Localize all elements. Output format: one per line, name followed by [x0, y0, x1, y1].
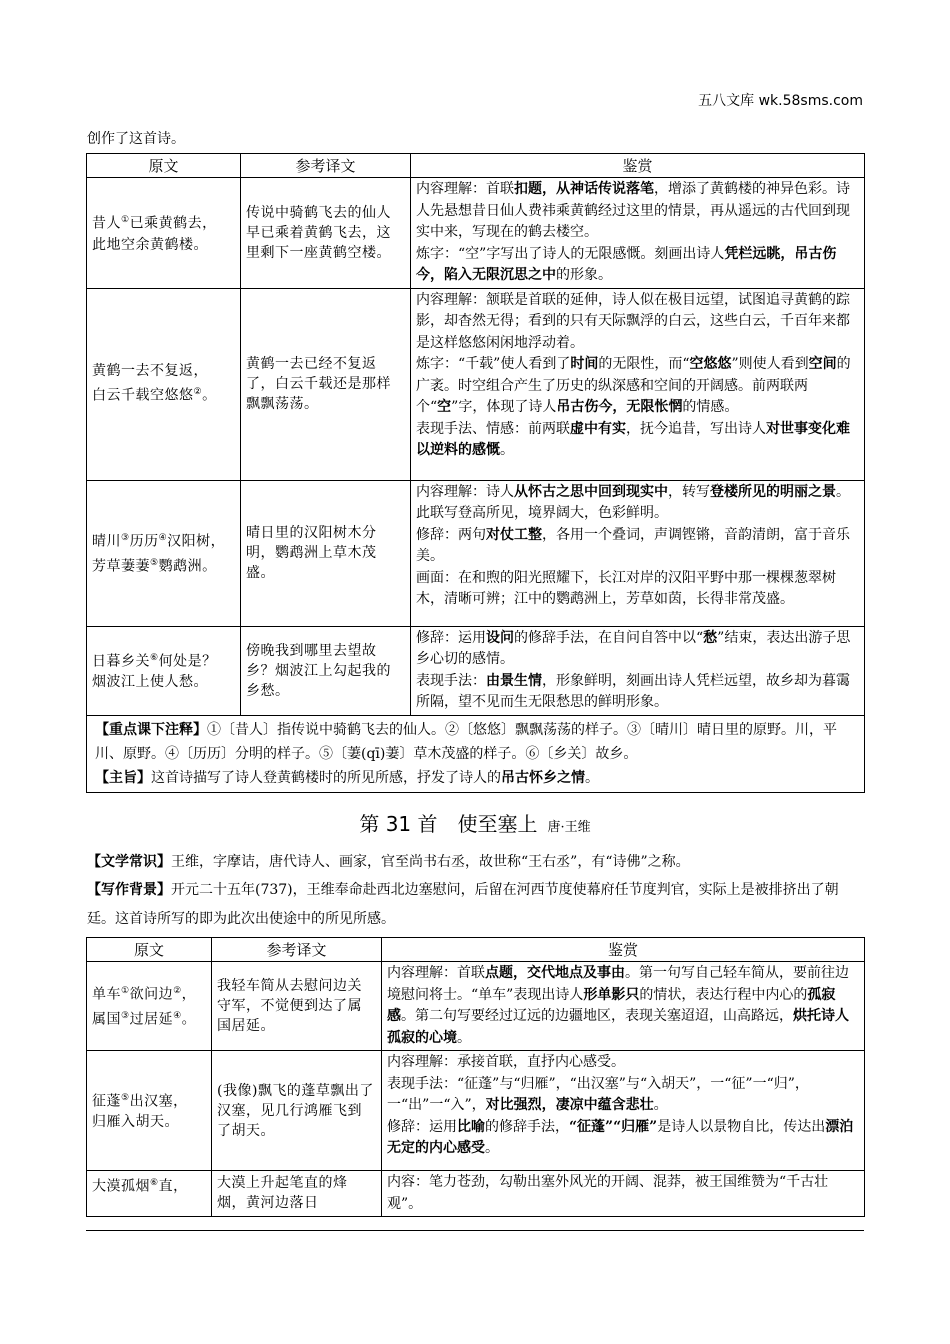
appreciation-paragraph: [387, 1052, 859, 1074]
poem30-table: [86, 153, 865, 793]
appreciation-text: ”结束，表达出游子思乡心切的感情。: [416, 629, 851, 667]
key-phrase: 比喻: [457, 1118, 485, 1135]
table-header-row: [87, 154, 865, 178]
table-row: [87, 1051, 865, 1171]
appreciation-text: 运用: [458, 629, 486, 646]
key-phrase: “征蓬”“归雁”: [569, 1118, 658, 1135]
table-row: [87, 962, 865, 1051]
appreciation-text: ，抚今追昔，写出诗人: [626, 420, 766, 437]
col-jianshang: 鉴赏: [382, 938, 865, 962]
jianshang-cell: [382, 1051, 865, 1171]
appreciation-text: 。第一句写自己轻车简从，要前往边境慰问将士。“单车”表现出诗人: [387, 965, 849, 1003]
key-phrase: 虚中有实: [570, 420, 626, 437]
key-phrase: 对世事变化难以逆料的感慨: [416, 420, 850, 458]
appreciation-text: 笔力苍劲，勾勒出塞外风光的开阔、混莽，被王国维赞为“千古壮观”。: [387, 1174, 829, 1212]
appreciation-text: “千载”使人看到了: [458, 356, 571, 372]
key-phrase: 从怀古之思中回到现实中: [514, 483, 668, 500]
appreciation-paragraph: [387, 1074, 859, 1117]
notes-label: 【重点课下注释】: [95, 721, 207, 738]
appreciation-label: 修辞：: [416, 629, 458, 646]
col-yiwen: 参考译文: [212, 938, 382, 962]
yuanwen-cell: 单车①欲问边②， 属国③过居延④。: [87, 962, 212, 1051]
appreciation-text: 颔联是首联的延伸，诗人似在极目远望，试图追寻黄鹤的踪影，却杳然无得；看到的只有天际飘浮的白云，这些白云，千百年来都是这样悠悠闲闲地浮动着。: [416, 291, 850, 351]
appreciation-paragraph: [416, 525, 859, 568]
key-phrase: 形单影只: [583, 986, 640, 1003]
yiwen-cell: 傍晚我到哪里去望故乡？烟波江上勾起我的乡愁。: [241, 626, 411, 715]
appreciation-label: 表现手法：: [416, 672, 486, 689]
notes-row: [87, 715, 865, 792]
appreciation-text: ，增添了黄鹤楼的神异色彩。诗人先悬想昔日仙人费祎乘黄鹤经过这里的情景，再从遥远的古代回到现实中来，写现在的鹤去楼空。: [416, 181, 850, 240]
appreciation-text: 两句: [458, 526, 486, 543]
appreciation-text: ，形象鲜明，刻画出诗人凭栏远望，故乡却为暮霭所隔，望不见而生无限愁思的鲜明形象。: [416, 672, 850, 710]
literature-note: 【文学常识】王维，字摩诘，唐代诗人、画家，官至尚书右丞，故世称“王右丞”，有“诗佛”之称。: [87, 854, 690, 870]
key-phrase: 对比强烈，凄凉中蕴含悲壮: [485, 1097, 654, 1113]
appreciation-text: 的形象。: [556, 267, 612, 283]
jianshang-cell: [411, 288, 865, 480]
appreciation-paragraph: [387, 1117, 859, 1160]
poem31-title: 第 31 首 使至塞上 唐·王维: [359, 812, 591, 836]
key-phrase: 烘托诗人孤寂的心境: [387, 1008, 849, 1046]
table-row: [87, 626, 865, 715]
appreciation-text: 诗人: [486, 483, 514, 500]
col-yiwen: 参考译文: [241, 154, 411, 178]
appreciation-paragraph: [387, 963, 859, 1049]
appreciation-text: 承接首联，直抒内心感受。: [457, 1054, 625, 1070]
appreciation-text: “征蓬”与“归雁”，“出汉塞”与“入胡天”，一“征”一“归”，一“出”一“入”，: [387, 1075, 809, 1113]
appreciation-text: 的情状，表达行程中内心的: [639, 986, 808, 1003]
key-phrase: 吊古伤今，无限怅惘: [556, 399, 683, 415]
yiwen-cell: 晴日里的汉阳树木分明，鹦鹉洲上草木茂盛。: [241, 480, 411, 626]
col-jianshang: 鉴赏: [411, 154, 865, 178]
key-phrase: 凭栏远眺，吊古伤今，陷入无限沉思之中: [416, 245, 837, 283]
appreciation-text: 首联: [486, 181, 514, 197]
appreciation-text: ”则使人看到: [731, 356, 809, 372]
jianshang-cell: [382, 1171, 865, 1217]
key-phrase: 空: [437, 399, 452, 415]
appreciation-text: 的情感。: [682, 399, 739, 415]
appreciation-label: 内容：: [387, 1174, 429, 1190]
yuanwen-cell: 晴川③历历④汉阳树， 芳草萋萋⑤鹦鹉洲。: [87, 480, 241, 626]
table-header-row: [87, 938, 865, 962]
yuanwen-cell: 日暮乡关⑥何处是？ 烟波江上使人愁。: [87, 626, 241, 715]
appreciation-text: ”字，体现了诗人: [451, 399, 557, 415]
appreciation-paragraph: [416, 568, 859, 611]
appreciation-text: 。: [653, 1097, 668, 1113]
key-phrase: 孤寂感: [387, 986, 836, 1024]
key-phrase: 扣题，从神话传说落笔: [514, 181, 654, 197]
col-yuanwen: 原文: [87, 938, 212, 962]
appreciation-text: 的无限性，而“: [598, 356, 690, 372]
table-row: [87, 178, 865, 289]
intro-line: 创作了这首诗。: [87, 131, 185, 147]
jianshang-cell: [411, 626, 865, 715]
appreciation-paragraph: [416, 354, 859, 419]
col-yuanwen: 原文: [87, 154, 241, 178]
yiwen-cell: 我轻车简从去慰问边关守军，不觉便到达了属国居延。: [212, 962, 382, 1051]
appreciation-paragraph: [387, 1172, 859, 1215]
appreciation-label: 表现手法：: [387, 1075, 457, 1092]
appreciation-paragraph: [416, 482, 859, 525]
theme-label: 【主旨】: [95, 769, 151, 786]
appreciation-paragraph: [416, 179, 859, 244]
appreciation-label: 炼字：: [416, 356, 458, 372]
appreciation-label: 表现手法、情感：: [416, 420, 528, 437]
appreciation-label: 内容理解：: [416, 181, 486, 197]
site-header: 五八文库 wk.58sms.com: [698, 93, 863, 109]
appreciation-paragraph: [416, 628, 859, 671]
key-phrase: 设问: [486, 629, 514, 646]
appreciation-text: 是诗人以景物自比，传达出: [657, 1118, 826, 1135]
yuanwen-cell: 征蓬⑤出汉塞， 归雁入胡天。: [87, 1051, 212, 1171]
key-phrase: 由景生情: [486, 672, 542, 689]
table-row: [87, 480, 865, 626]
yiwen-cell: 传说中骑鹤飞去的仙人早已乘着黄鹤飞去，这里剩下一座黄鹤空楼。: [241, 178, 411, 289]
appreciation-text: ，转写: [668, 483, 710, 500]
appreciation-text: 的广袤。时空组合产生了历史的纵深感和空间的开阔感。前两联两个“: [416, 356, 851, 415]
appreciation-label: 内容理解：: [387, 965, 457, 981]
appreciation-paragraph: [416, 671, 859, 714]
key-phrase: 空间: [808, 356, 837, 372]
appreciation-text: 。: [500, 442, 514, 458]
notes-cell: 【重点课下注释】①〔昔人〕指传说中骑鹤飞去的仙人。②〔悠悠〕飘飘荡荡的样子。③〔晴川〕晴日里的原野。川，平川、原野。④〔历历〕分明的样子。⑤〔萋(qī)萋〕草木茂盛的样子。⑥〔乡关〕故乡。 【主旨】这首诗描写了诗人登黄鹤楼时的所见所感，抒发了诗人的吊古怀乡之情。: [87, 715, 865, 792]
yiwen-cell: (我像)飘飞的蓬草飘出了汉塞，见几行鸿雁飞到了胡天。: [212, 1051, 382, 1171]
yuanwen-cell: 黄鹤一去不复返， 白云千载空悠悠②。: [87, 288, 241, 480]
table-row: [87, 288, 865, 480]
jianshang-cell: [411, 178, 865, 289]
key-phrase: 点题，交代地点及事由: [485, 965, 625, 981]
appreciation-label: 内容理解：: [387, 1054, 457, 1070]
appreciation-text: 的修辞手法，在自问自答中以“: [514, 629, 704, 646]
key-phrase: 空悠悠: [689, 356, 732, 372]
appreciation-paragraph: [416, 290, 859, 355]
yuanwen-cell: 大漠孤烟⑥直，: [87, 1171, 212, 1217]
appreciation-text: ，各用一个叠词，声调铿锵，音韵清朗，富于音乐美。: [416, 526, 850, 564]
key-phrase: 登楼所见的明丽之景: [710, 483, 836, 500]
footer-rule: [86, 1230, 864, 1231]
appreciation-label: 修辞：: [416, 526, 458, 543]
key-phrase: 对仗工整: [486, 526, 542, 543]
appreciation-text: “空”字写出了诗人的无限感慨。刻画出诗人: [458, 245, 725, 262]
appreciation-text: 运用: [429, 1118, 457, 1135]
appreciation-paragraph: [416, 244, 859, 287]
key-phrase: 时间: [570, 356, 599, 372]
appreciation-label: 画面：: [416, 569, 458, 586]
appreciation-text: 。第二句写要经过辽远的边疆地区，表现关塞迢迢，山高路远，: [401, 1008, 793, 1024]
notes-text: ①〔昔人〕指传说中骑鹤飞去的仙人。②〔悠悠〕飘飘荡荡的样子。③〔晴川〕晴日里的原野。川，平川、原野。④〔历历〕分明的样子。⑤〔萋(qī)萋〕草木茂盛的样子。⑥〔乡关〕故乡。: [95, 721, 837, 762]
appreciation-text: 首联: [457, 965, 485, 981]
table-row: [87, 1171, 865, 1217]
appreciation-label: 炼字：: [416, 245, 458, 262]
jianshang-cell: [382, 962, 865, 1051]
appreciation-label: 修辞：: [387, 1118, 429, 1135]
appreciation-text: 。: [485, 1140, 499, 1156]
jianshang-cell: [411, 480, 865, 626]
appreciation-text: 前两联: [528, 420, 570, 437]
appreciation-paragraph: [416, 419, 859, 462]
appreciation-text: 。: [457, 1029, 471, 1046]
key-phrase: 漂泊无定的内心感受: [387, 1118, 854, 1156]
yiwen-cell: 大漠上升起笔直的烽烟，黄河边落日: [212, 1171, 382, 1217]
appreciation-text: 。此联写登高所见，境界阔大，色彩鲜明。: [416, 483, 850, 521]
dynasty-author: 唐·王维: [547, 820, 591, 835]
key-phrase: 愁: [703, 629, 718, 646]
appreciation-label: 内容理解：: [416, 483, 486, 500]
poem31-table: [86, 937, 865, 1217]
appreciation-text: 在和煦的阳光照耀下，长江对岸的汉阳平野中那一棵棵葱翠树木，清晰可辨；江中的鹦鹉洲上，芳草如茵，长得非常茂盛。: [416, 569, 836, 607]
writing-background: 【写作背景】开元二十五年(737)，王维奉命赴西北边塞慰问，后留在河西节度使幕府任节度判官，实际上是被排挤出了朝廷。这首诗所写的即为此次出使途中的所见所感。: [87, 882, 839, 927]
appreciation-label: 内容理解：: [416, 291, 486, 308]
yiwen-cell: 黄鹤一去已经不复返了，白云千载还是那样飘飘荡荡。: [241, 288, 411, 480]
appreciation-text: 的修辞手法，: [485, 1118, 569, 1135]
yuanwen-cell: 昔人①已乘黄鹤去， 此地空余黄鹤楼。: [87, 178, 241, 289]
